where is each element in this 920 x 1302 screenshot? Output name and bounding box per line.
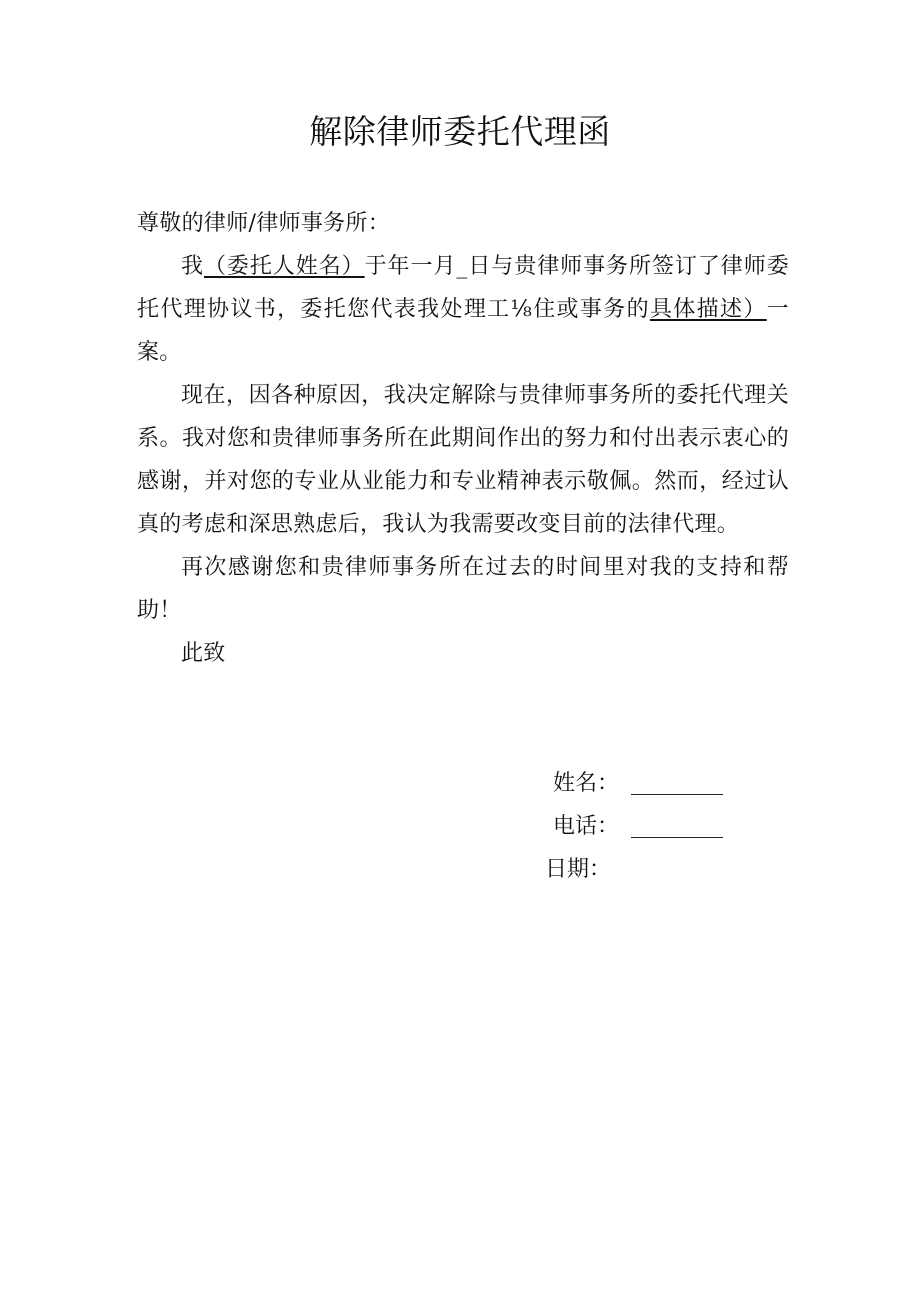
- signature-phone-row: [545, 805, 785, 848]
- letter-body: [137, 202, 789, 675]
- matter-description-placeholder: 具体描述）: [649, 297, 767, 322]
- phone-blank-line[interactable]: [631, 837, 723, 838]
- signature-block: [545, 762, 785, 891]
- date-label: 日期：: [545, 857, 612, 882]
- signature-name-row: [545, 762, 785, 805]
- paragraph-agreement-text-3: 一案。: [137, 297, 789, 365]
- name-label: 姓名：: [553, 771, 620, 796]
- signature-date-row: [545, 848, 785, 891]
- phone-label: 电话：: [553, 814, 620, 839]
- name-blank-line[interactable]: [631, 794, 723, 795]
- paragraph-agreement-text-2: 于年一月_日与贵律师事务所签订了律师委托代理协议书，委托您代表我处理工⅛住或事务的: [137, 254, 789, 322]
- paragraph-agreement-text-1: 我: [181, 254, 204, 279]
- paragraph-termination: 现在，因各种原因，我决定解除与贵律师事务所的委托代理关系。我对您和贵律师事务所在此期间作出的努力和付出表示衷心的感谢，并对您的专业从业能力和专业精神表示敬佩。然而，经过认真的考虑和深思熟虑后，我认为我需要改变目前的法律代理。: [137, 383, 789, 537]
- document-title: 解除律师委托代理函: [309, 112, 611, 151]
- paragraph-thanks: 再次感谢您和贵律师事务所在过去的时间里对我的支持和帮助！: [137, 555, 789, 623]
- paragraph-agreement: [137, 245, 789, 374]
- client-name-placeholder: （委托人姓名）: [203, 254, 365, 279]
- salutation: 尊敬的律师/律师事务所：: [137, 211, 391, 236]
- closing-phrase: 此致: [181, 641, 226, 666]
